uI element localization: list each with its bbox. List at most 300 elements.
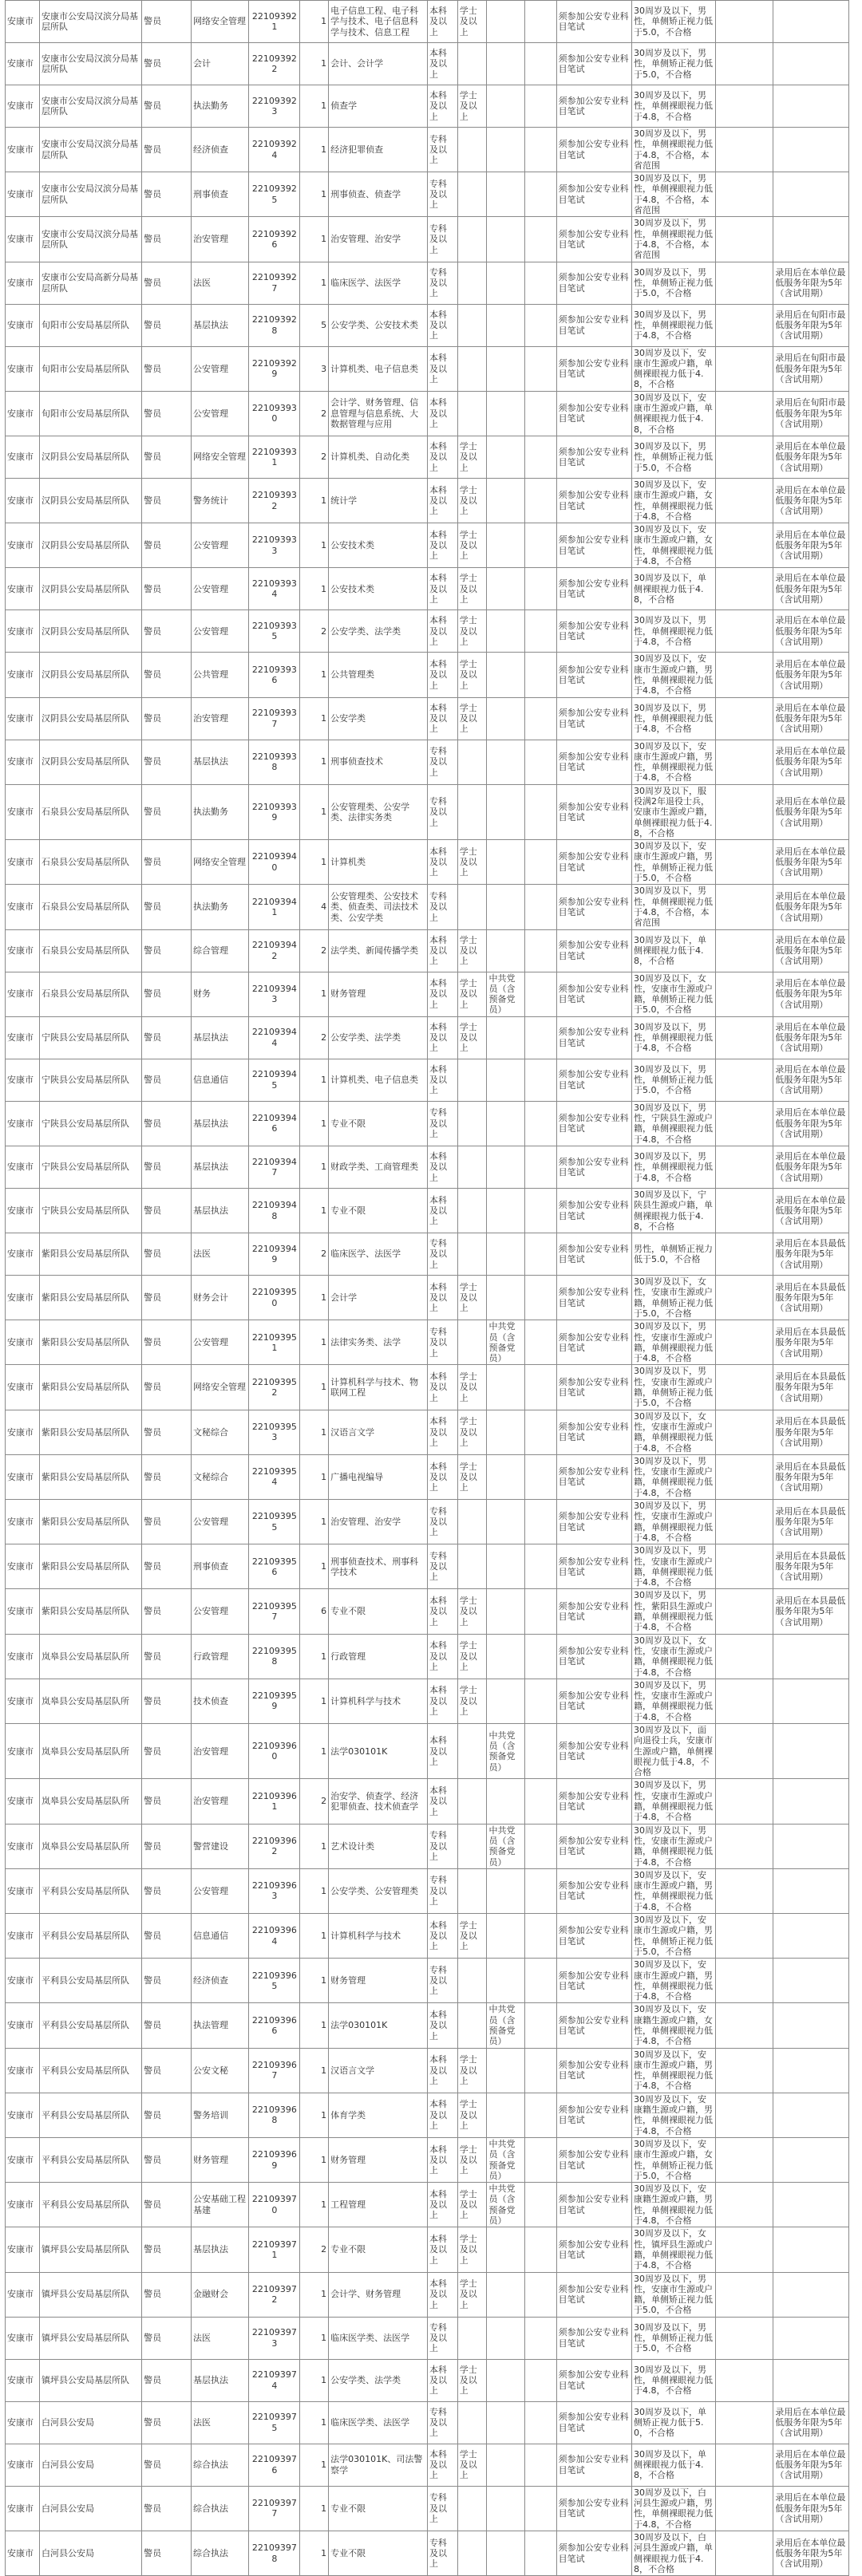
cell-type: 警员 bbox=[142, 217, 192, 262]
cell-exam: 须参加公安专业科目笔试 bbox=[556, 436, 631, 478]
cell-requirements: 30周岁及以下，男性，单侧矫正视力低于5.0，不合格 bbox=[632, 43, 716, 85]
cell-city: 安康市 bbox=[6, 1101, 40, 1146]
cell-code: 221093930 bbox=[249, 391, 300, 436]
cell-degree: 学士及以上 bbox=[457, 1914, 487, 1959]
cell-count: 1 bbox=[300, 1500, 329, 1544]
cell-politics bbox=[487, 568, 524, 610]
cell-unit: 平利县公安局基层所队 bbox=[40, 2003, 142, 2048]
cell-degree bbox=[457, 1779, 487, 1824]
cell-position: 公安管理 bbox=[192, 568, 249, 610]
cell-remark: 录用后在本单位最低服务年限为5年（含试用期） bbox=[773, 740, 849, 784]
cell-remark: 录用后在本单位最低服务年限为5年（含试用期） bbox=[773, 568, 849, 610]
cell-politics bbox=[487, 2048, 524, 2093]
cell-major: 临床医学类、法医学 bbox=[329, 2317, 428, 2359]
cell-education: 本科及以上 bbox=[427, 1634, 457, 1679]
cell-other2 bbox=[715, 1101, 773, 1146]
cell-degree: 学士及以上 bbox=[457, 972, 487, 1016]
cell-degree: 学士及以上 bbox=[457, 2272, 487, 2317]
cell-degree bbox=[457, 1101, 487, 1146]
cell-major: 公共管理类 bbox=[329, 653, 428, 697]
cell-requirements: 30周岁及以下，男性，单侧矫正视力低于5.0，不合格 bbox=[632, 1059, 716, 1101]
cell-politics bbox=[487, 2093, 524, 2137]
cell-type: 警员 bbox=[142, 1320, 192, 1365]
cell-count: 1 bbox=[300, 85, 329, 128]
cell-degree bbox=[457, 1059, 487, 1101]
cell-exam: 须参加公安专业科目笔试 bbox=[556, 523, 631, 568]
cell-city: 安康市 bbox=[6, 972, 40, 1016]
table-row bbox=[6, 568, 849, 610]
cell-city: 安康市 bbox=[6, 2003, 40, 2048]
cell-position: 基层执法 bbox=[192, 304, 249, 346]
cell-remark bbox=[773, 1824, 849, 1868]
cell-position: 治安管理 bbox=[192, 697, 249, 740]
cell-exam: 须参加公安专业科目笔试 bbox=[556, 172, 631, 217]
cell-remark: 录用后在本单位最低服务年限为5年（含试用期） bbox=[773, 2531, 849, 2575]
table-row bbox=[6, 1454, 849, 1499]
cell-remark: 录用后在本单位最低服务年限为5年（含试用期） bbox=[773, 2486, 849, 2531]
cell-requirements: 30周岁及以下，男性，单侧裸眼视力低于4.8，不合格 bbox=[632, 304, 716, 346]
cell-education: 专科及以上 bbox=[427, 1544, 457, 1589]
cell-degree: 学士及以上 bbox=[457, 1410, 487, 1454]
cell-city: 安康市 bbox=[6, 1, 40, 43]
cell-degree bbox=[457, 128, 487, 172]
cell-type: 警员 bbox=[142, 2093, 192, 2137]
cell-requirements: 30周岁及以下，安康市生源或户籍，男性，单侧裸眼视力低于4.8，不合格 bbox=[632, 1959, 716, 2003]
table-row bbox=[6, 1779, 849, 1824]
cell-other2 bbox=[715, 1634, 773, 1679]
cell-position: 警务统计 bbox=[192, 478, 249, 523]
cell-code: 221093972 bbox=[249, 2272, 300, 2317]
cell-politics bbox=[487, 391, 524, 436]
cell-education: 本科及以上 bbox=[427, 2093, 457, 2137]
cell-count: 1 bbox=[300, 2317, 329, 2359]
cell-unit: 汉阴县公安局基层所队 bbox=[40, 697, 142, 740]
cell-degree bbox=[457, 1868, 487, 1913]
cell-other1 bbox=[524, 2093, 556, 2137]
cell-degree bbox=[457, 2531, 487, 2575]
cell-requirements: 30周岁及以下，男性，宁陕县生源或户籍，单侧裸眼视力低于4.8，不合格 bbox=[632, 1101, 716, 1146]
cell-major: 公安管理类、公安技术类、侦查类、司法技术类、公安学类 bbox=[329, 885, 428, 929]
cell-major: 汉语言文学 bbox=[329, 2048, 428, 2093]
cell-other2 bbox=[715, 2401, 773, 2444]
cell-education: 本科及以上 bbox=[427, 697, 457, 740]
cell-major: 专业不限 bbox=[329, 2531, 428, 2575]
cell-exam: 须参加公安专业科目笔试 bbox=[556, 2272, 631, 2317]
cell-exam: 须参加公安专业科目笔试 bbox=[556, 1723, 631, 1778]
cell-degree bbox=[457, 262, 487, 304]
cell-unit: 镇坪县公安局基层所队 bbox=[40, 2359, 142, 2401]
cell-exam: 须参加公安专业科目笔试 bbox=[556, 2227, 631, 2272]
cell-requirements: 30周岁及以下，男性，安康市生源或户籍，单侧裸眼视力低于4.8，不合格 bbox=[632, 1320, 716, 1365]
cell-unit: 旬阳市公安局基层所队 bbox=[40, 304, 142, 346]
cell-degree: 学士及以上 bbox=[457, 1, 487, 43]
cell-other1 bbox=[524, 1410, 556, 1454]
cell-education: 本科及以上 bbox=[427, 2048, 457, 2093]
cell-count: 1 bbox=[300, 1365, 329, 1410]
cell-education: 专科及以上 bbox=[427, 2531, 457, 2575]
cell-type: 警员 bbox=[142, 1365, 192, 1410]
cell-requirements: 30周岁及以下，女性，安康市生源或户籍，单侧矫正视力低于5.0，不合格 bbox=[632, 1276, 716, 1320]
cell-education: 本科及以上 bbox=[427, 1914, 457, 1959]
cell-degree: 学士及以上 bbox=[457, 85, 487, 128]
cell-remark bbox=[773, 1634, 849, 1679]
cell-degree: 学士及以上 bbox=[457, 653, 487, 697]
cell-politics bbox=[487, 43, 524, 85]
cell-remark bbox=[773, 2137, 849, 2182]
cell-politics bbox=[487, 1589, 524, 1634]
cell-unit: 岚皋县公安局基层队所 bbox=[40, 1824, 142, 1868]
cell-code: 221093933 bbox=[249, 523, 300, 568]
cell-other1 bbox=[524, 346, 556, 391]
cell-unit: 白河县公安局 bbox=[40, 2401, 142, 2444]
cell-code: 221093971 bbox=[249, 2227, 300, 2272]
cell-other1 bbox=[524, 128, 556, 172]
cell-unit: 紫阳县公安局基层所队 bbox=[40, 1454, 142, 1499]
cell-other1 bbox=[524, 2137, 556, 2182]
cell-other1 bbox=[524, 478, 556, 523]
cell-education: 本科及以上 bbox=[427, 2003, 457, 2048]
cell-major: 汉语言文学 bbox=[329, 1410, 428, 1454]
cell-requirements: 30周岁及以下，男性，单侧裸眼视力低于4.8，不合格，本省范围 bbox=[632, 172, 716, 217]
cell-exam: 须参加公安专业科目笔试 bbox=[556, 217, 631, 262]
cell-type: 警员 bbox=[142, 128, 192, 172]
cell-other1 bbox=[524, 568, 556, 610]
cell-other2 bbox=[715, 1, 773, 43]
cell-major: 财政学类、工商管理类 bbox=[329, 1146, 428, 1188]
cell-other2 bbox=[715, 172, 773, 217]
cell-type: 警员 bbox=[142, 1233, 192, 1276]
cell-type: 警员 bbox=[142, 523, 192, 568]
cell-other2 bbox=[715, 2359, 773, 2401]
table-row bbox=[6, 2183, 849, 2227]
cell-type: 警员 bbox=[142, 1914, 192, 1959]
cell-major: 会计学 bbox=[329, 1276, 428, 1320]
cell-education: 本科及以上 bbox=[427, 1016, 457, 1059]
table-row bbox=[6, 2531, 849, 2575]
cell-education: 本科及以上 bbox=[427, 840, 457, 885]
cell-major: 计算机类 bbox=[329, 840, 428, 885]
cell-position: 执法勤务 bbox=[192, 784, 249, 839]
table-row bbox=[6, 1365, 849, 1410]
table-row bbox=[6, 391, 849, 436]
cell-remark: 录用后在本单位最低服务年限为5年（含试用期） bbox=[773, 784, 849, 839]
cell-type: 警员 bbox=[142, 1410, 192, 1454]
cell-city: 安康市 bbox=[6, 478, 40, 523]
cell-education: 本科及以上 bbox=[427, 972, 457, 1016]
cell-code: 221093939 bbox=[249, 784, 300, 839]
cell-city: 安康市 bbox=[6, 128, 40, 172]
cell-count: 1 bbox=[300, 2486, 329, 2531]
cell-unit: 安康市公安局汉滨分局基层所队 bbox=[40, 1, 142, 43]
cell-degree: 学士及以上 bbox=[457, 2048, 487, 2093]
cell-politics bbox=[487, 2359, 524, 2401]
cell-major: 财务管理 bbox=[329, 1959, 428, 2003]
cell-unit: 安康市公安局汉滨分局基层所队 bbox=[40, 172, 142, 217]
cell-exam: 须参加公安专业科目笔试 bbox=[556, 2093, 631, 2137]
cell-education: 专科及以上 bbox=[427, 1500, 457, 1544]
cell-type: 警员 bbox=[142, 1188, 192, 1233]
cell-other1 bbox=[524, 2003, 556, 2048]
cell-exam: 须参加公安专业科目笔试 bbox=[556, 1233, 631, 1276]
cell-city: 安康市 bbox=[6, 304, 40, 346]
cell-education: 专科及以上 bbox=[427, 1233, 457, 1276]
cell-type: 警员 bbox=[142, 740, 192, 784]
cell-position: 综合执法 bbox=[192, 2444, 249, 2486]
cell-city: 安康市 bbox=[6, 697, 40, 740]
cell-code: 221093952 bbox=[249, 1365, 300, 1410]
cell-position: 治安管理 bbox=[192, 1723, 249, 1778]
table-row bbox=[6, 1059, 849, 1101]
cell-other2 bbox=[715, 1233, 773, 1276]
cell-count: 6 bbox=[300, 1589, 329, 1634]
cell-requirements: 30周岁及以下，男性，单侧矫正视力低于5.0，不合格 bbox=[632, 2317, 716, 2359]
cell-city: 安康市 bbox=[6, 1365, 40, 1410]
cell-city: 安康市 bbox=[6, 2486, 40, 2531]
cell-requirements: 30周岁及以下，单侧矫正视力低于5.0，不合格 bbox=[632, 2401, 716, 2444]
cell-type: 警员 bbox=[142, 1544, 192, 1589]
cell-other2 bbox=[715, 2531, 773, 2575]
table-row bbox=[6, 1589, 849, 1634]
cell-major: 治安管理、治安学 bbox=[329, 1500, 428, 1544]
cell-city: 安康市 bbox=[6, 1320, 40, 1365]
cell-count: 2 bbox=[300, 2227, 329, 2272]
cell-code: 221093968 bbox=[249, 2093, 300, 2137]
cell-requirements: 30周岁及以下，安康市生源或户籍，男性，单侧矫正视力低于5.0，不合格 bbox=[632, 840, 716, 885]
cell-type: 警员 bbox=[142, 1868, 192, 1913]
cell-code: 221093967 bbox=[249, 2048, 300, 2093]
cell-education: 本科及以上 bbox=[427, 1059, 457, 1101]
cell-degree bbox=[457, 304, 487, 346]
cell-requirements: 30周岁及以下，男性，安康市生源或户籍，单侧裸眼视力低于4.8，不合格 bbox=[632, 1824, 716, 1868]
cell-position: 公安管理 bbox=[192, 1320, 249, 1365]
cell-count: 1 bbox=[300, 2048, 329, 2093]
cell-other2 bbox=[715, 1016, 773, 1059]
cell-remark: 录用后在本单位最低服务年限为5年（含试用期） bbox=[773, 1016, 849, 1059]
cell-exam: 须参加公安专业科目笔试 bbox=[556, 784, 631, 839]
cell-politics bbox=[487, 1276, 524, 1320]
cell-city: 安康市 bbox=[6, 610, 40, 653]
cell-count: 1 bbox=[300, 1188, 329, 1233]
table-row bbox=[6, 1824, 849, 1868]
cell-other1 bbox=[524, 1679, 556, 1723]
cell-position: 经济侦查 bbox=[192, 128, 249, 172]
cell-remark bbox=[773, 172, 849, 217]
cell-politics bbox=[487, 885, 524, 929]
cell-code: 221093925 bbox=[249, 172, 300, 217]
cell-politics bbox=[487, 478, 524, 523]
cell-count: 1 bbox=[300, 784, 329, 839]
cell-education: 本科及以上 bbox=[427, 304, 457, 346]
cell-position: 法医 bbox=[192, 2401, 249, 2444]
cell-other2 bbox=[715, 1544, 773, 1589]
cell-requirements: 男性，单侧矫正视力低于5.0，不合格 bbox=[632, 1233, 716, 1276]
cell-exam: 须参加公安专业科目笔试 bbox=[556, 1410, 631, 1454]
cell-city: 安康市 bbox=[6, 2093, 40, 2137]
cell-position: 网络安全管理 bbox=[192, 840, 249, 885]
cell-other1 bbox=[524, 1454, 556, 1499]
cell-remark: 录用后在本单位最低服务年限为5年（含试用期） bbox=[773, 1101, 849, 1146]
cell-politics bbox=[487, 929, 524, 972]
cell-unit: 平利县公安局基层所队 bbox=[40, 2093, 142, 2137]
cell-count: 1 bbox=[300, 1146, 329, 1188]
cell-position: 公共管理 bbox=[192, 653, 249, 697]
cell-count: 4 bbox=[300, 885, 329, 929]
cell-major: 专业不限 bbox=[329, 1589, 428, 1634]
table-row bbox=[6, 1723, 849, 1778]
cell-type: 警员 bbox=[142, 346, 192, 391]
cell-position: 警营建设 bbox=[192, 1824, 249, 1868]
cell-city: 安康市 bbox=[6, 391, 40, 436]
cell-position: 综合执法 bbox=[192, 2531, 249, 2575]
cell-other2 bbox=[715, 1365, 773, 1410]
cell-unit: 汉阴县公安局基层所队 bbox=[40, 740, 142, 784]
cell-politics: 中共党员（含预备党员） bbox=[487, 972, 524, 1016]
cell-unit: 白河县公安局 bbox=[40, 2444, 142, 2486]
cell-position: 基层执法 bbox=[192, 1146, 249, 1188]
table-row bbox=[6, 262, 849, 304]
cell-education: 专科及以上 bbox=[427, 128, 457, 172]
cell-unit: 白河县公安局 bbox=[40, 2486, 142, 2531]
cell-other2 bbox=[715, 1589, 773, 1634]
cell-count: 1 bbox=[300, 262, 329, 304]
cell-requirements: 30周岁及以下，安康市生源或户籍，男性，单侧裸眼视力低于4.8，不合格 bbox=[632, 653, 716, 697]
cell-remark: 录用后在本单位最低服务年限为5年（含试用期） bbox=[773, 653, 849, 697]
cell-major: 公安学类、法学类 bbox=[329, 2359, 428, 2401]
cell-remark: 录用后在本单位最低服务年限为5年（含试用期） bbox=[773, 523, 849, 568]
cell-degree: 学士及以上 bbox=[457, 1634, 487, 1679]
cell-type: 警员 bbox=[142, 1146, 192, 1188]
cell-exam: 须参加公安专业科目笔试 bbox=[556, 346, 631, 391]
cell-city: 安康市 bbox=[6, 2227, 40, 2272]
cell-exam: 须参加公安专业科目笔试 bbox=[556, 653, 631, 697]
cell-count: 1 bbox=[300, 1, 329, 43]
table-row bbox=[6, 697, 849, 740]
cell-requirements: 30周岁及以下，安康籍生源或户籍，男性，单侧裸眼视力低于4.8，不合格 bbox=[632, 2183, 716, 2227]
cell-count: 1 bbox=[300, 1320, 329, 1365]
cell-code: 221093929 bbox=[249, 346, 300, 391]
cell-remark: 录用后在本县最低服务年限为5年（含试用期） bbox=[773, 1500, 849, 1544]
cell-politics bbox=[487, 1959, 524, 2003]
cell-other2 bbox=[715, 1914, 773, 1959]
cell-major: 会计学、财务管理 bbox=[329, 2272, 428, 2317]
table-row bbox=[6, 172, 849, 217]
cell-exam: 须参加公安专业科目笔试 bbox=[556, 1679, 631, 1723]
cell-code: 221093943 bbox=[249, 972, 300, 1016]
cell-remark: 录用后在本单位最低服务年限为5年（含试用期） bbox=[773, 610, 849, 653]
cell-remark: 录用后在本县最低服务年限为5年（含试用期） bbox=[773, 1233, 849, 1276]
cell-major: 专业不限 bbox=[329, 2486, 428, 2531]
cell-unit: 紫阳县公安局基层所队 bbox=[40, 1589, 142, 1634]
cell-exam: 须参加公安专业科目笔试 bbox=[556, 1320, 631, 1365]
cell-degree: 学士及以上 bbox=[457, 610, 487, 653]
cell-remark: 录用后在旬阳市最低服务年限为5年（含试用期） bbox=[773, 391, 849, 436]
cell-type: 警员 bbox=[142, 391, 192, 436]
cell-politics bbox=[487, 1500, 524, 1544]
cell-major: 治安学、侦查学、经济犯罪侦查、技术侦查学 bbox=[329, 1779, 428, 1824]
cell-unit: 汉阴县公安局基层所队 bbox=[40, 653, 142, 697]
table-row bbox=[6, 1868, 849, 1913]
cell-code: 221093941 bbox=[249, 885, 300, 929]
table-row bbox=[6, 304, 849, 346]
cell-education: 专科及以上 bbox=[427, 2486, 457, 2531]
cell-major: 计算机类、自动化类 bbox=[329, 436, 428, 478]
cell-remark: 录用后在本县最低服务年限为5年（含试用期） bbox=[773, 1589, 849, 1634]
cell-degree bbox=[457, 784, 487, 839]
cell-type: 警员 bbox=[142, 172, 192, 217]
cell-remark: 录用后在本单位最低服务年限为5年（含试用期） bbox=[773, 840, 849, 885]
cell-degree: 学士及以上 bbox=[457, 2227, 487, 2272]
cell-other2 bbox=[715, 436, 773, 478]
cell-city: 安康市 bbox=[6, 1146, 40, 1188]
cell-count: 1 bbox=[300, 2093, 329, 2137]
cell-count: 1 bbox=[300, 1101, 329, 1146]
cell-politics bbox=[487, 172, 524, 217]
cell-code: 221093956 bbox=[249, 1544, 300, 1589]
cell-requirements: 30周岁及以下，安康籍生源或户籍，女性，单侧裸眼视力低于4.8，不合格 bbox=[632, 2003, 716, 2048]
table-row bbox=[6, 2359, 849, 2401]
cell-degree bbox=[457, 1723, 487, 1778]
cell-count: 2 bbox=[300, 1016, 329, 1059]
cell-other1 bbox=[524, 2048, 556, 2093]
cell-type: 警员 bbox=[142, 1723, 192, 1778]
cell-position: 基层执法 bbox=[192, 1188, 249, 1233]
cell-code: 221093937 bbox=[249, 697, 300, 740]
cell-requirements: 30周岁及以下，男性，安康市生源或户籍，单侧裸眼视力低于4.8，不合格 bbox=[632, 1679, 716, 1723]
cell-code: 221093960 bbox=[249, 1723, 300, 1778]
cell-other2 bbox=[715, 1868, 773, 1913]
table-row bbox=[6, 1679, 849, 1723]
cell-code: 221093970 bbox=[249, 2183, 300, 2227]
cell-major: 公安技术类 bbox=[329, 523, 428, 568]
cell-position: 法医 bbox=[192, 262, 249, 304]
cell-exam: 须参加公安专业科目笔试 bbox=[556, 610, 631, 653]
cell-remark: 录用后在本县最低服务年限为5年（含试用期） bbox=[773, 1320, 849, 1365]
table-row bbox=[6, 1276, 849, 1320]
cell-degree bbox=[457, 172, 487, 217]
cell-major: 刑事侦查技术 bbox=[329, 740, 428, 784]
cell-politics bbox=[487, 1233, 524, 1276]
cell-position: 金融财会 bbox=[192, 2272, 249, 2317]
cell-exam: 须参加公安专业科目笔试 bbox=[556, 2137, 631, 2182]
cell-city: 安康市 bbox=[6, 2048, 40, 2093]
cell-exam: 须参加公安专业科目笔试 bbox=[556, 1101, 631, 1146]
cell-count: 2 bbox=[300, 436, 329, 478]
cell-unit: 紫阳县公安局基层所队 bbox=[40, 1544, 142, 1589]
cell-position: 财务会计 bbox=[192, 1276, 249, 1320]
cell-degree: 学士及以上 bbox=[457, 697, 487, 740]
cell-education: 专科及以上 bbox=[427, 262, 457, 304]
cell-type: 警员 bbox=[142, 1779, 192, 1824]
cell-type: 警员 bbox=[142, 2531, 192, 2575]
cell-education: 本科及以上 bbox=[427, 1276, 457, 1320]
cell-requirements: 30周岁及以下，安康市生源或户籍，女性，单侧裸眼视力低于4.8，不合格 bbox=[632, 523, 716, 568]
cell-exam: 须参加公安专业科目笔试 bbox=[556, 1188, 631, 1233]
cell-other2 bbox=[715, 523, 773, 568]
table-row bbox=[6, 1634, 849, 1679]
cell-degree: 学士及以上 bbox=[457, 2444, 487, 2486]
cell-unit: 汉阴县公安局基层所队 bbox=[40, 523, 142, 568]
cell-degree bbox=[457, 217, 487, 262]
cell-politics bbox=[487, 1365, 524, 1410]
cell-other1 bbox=[524, 43, 556, 85]
cell-requirements: 30周岁及以下，女性，镇坪县生源或户籍，单侧裸眼视力低于4.8，不合格 bbox=[632, 2227, 716, 2272]
cell-code: 221093976 bbox=[249, 2444, 300, 2486]
cell-major: 法学030101K bbox=[329, 2003, 428, 2048]
cell-other1 bbox=[524, 1188, 556, 1233]
cell-other1 bbox=[524, 885, 556, 929]
table-row bbox=[6, 478, 849, 523]
cell-other2 bbox=[715, 1188, 773, 1233]
